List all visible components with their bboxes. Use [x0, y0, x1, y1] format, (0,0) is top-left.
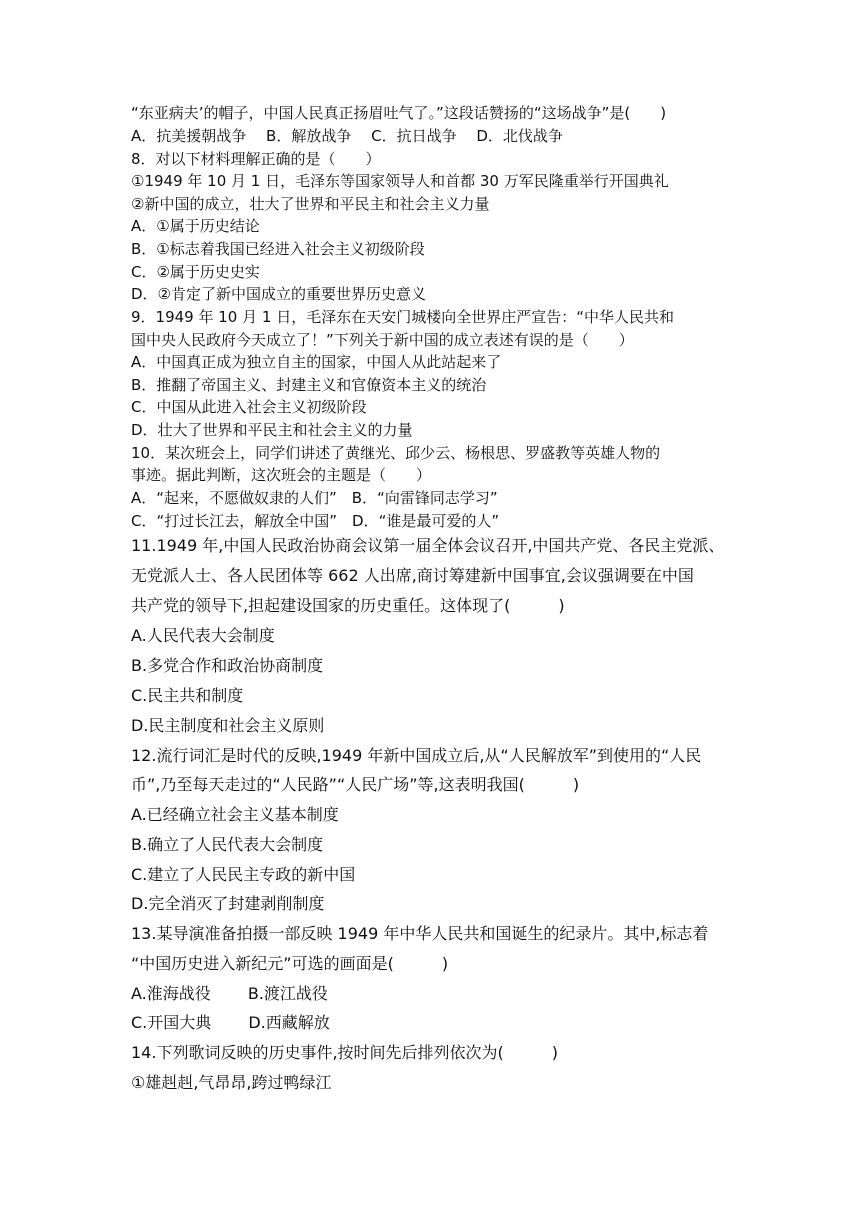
question-8-material-2: ②新中国的成立，壮大了世界和平民主和社会主义力量 — [131, 195, 490, 213]
question-12-stem-cont: 币”,乃至每天走过的“人民路”“人民广场”等,这表明我国( ) — [131, 775, 580, 794]
question-11-option-a: A.人民代表大会制度 — [131, 626, 275, 645]
question-13-stem: 13.某导演准备拍摄一部反映 1949 年中华人民共和国诞生的纪录片。其中,标志着 — [131, 924, 709, 943]
question-10-options-cd: C．“打过长江去，解放全中国” D．“谁是最可爱的人” — [131, 512, 500, 530]
question-8-option-a: A．①属于历史结论 — [131, 217, 260, 235]
question-14-lyric-1: ①雄赳赳,气昂昂,跨过鸭绿江 — [131, 1073, 332, 1092]
question-8-stem: 8．对以下材料理解正确的是（ ） — [131, 150, 381, 168]
question-7-stem-tail: “东亚病夫’的帽子，中国人民真正扬眉吐气了。”这段话赞扬的“这场战争”是( ) — [131, 104, 667, 122]
question-12-option-c: C.建立了人民民主专政的新中国 — [131, 865, 356, 884]
question-9-option-d: D．壮大了世界和平民主和社会主义的力量 — [131, 421, 413, 439]
question-8-option-b: B．①标志着我国已经进入社会主义初级阶段 — [131, 240, 425, 258]
question-11-stem: 11.1949 年,中国人民政治协商会议第一届全体会议召开,中国共产党、各民主党派、 — [131, 536, 725, 555]
question-8-material-1: ①1949 年 10 月 1 日，毛泽东等国家领导人和首都 30 万军民隆重举行开国典礼 — [131, 172, 669, 190]
question-9-option-b: B．推翻了帝国主义、封建主义和官僚资本主义的统治 — [131, 376, 487, 394]
question-12-option-a: A.已经确立社会主义基本制度 — [131, 805, 339, 824]
question-9-stem: 9．1949 年 10 月 1 日，毛泽东在天安门城楼向全世界庄严宣告：“中华人民共和 — [131, 308, 674, 326]
question-12-option-d: D.完全消灭了封建剥削制度 — [131, 894, 325, 913]
question-13-options-ab: A.淮海战役 B.渡江战役 — [131, 984, 328, 1003]
question-10-options-ab: A．“起来，不愿做奴隶的人们” B．“向雷锋同志学习” — [131, 489, 498, 507]
question-13-stem-cont: “中国历史进入新纪元”可选的画面是( ) — [131, 954, 449, 973]
question-8-option-c: C．②属于历史史实 — [131, 263, 260, 281]
question-11-stem-cont-1: 无党派人士、各人民团体等 662 人出席,商讨筹建新中国事宜,会议强调要在中国 — [131, 566, 694, 585]
question-9-stem-cont: 国中央人民政府今天成立了！”下列关于新中国的成立表述有误的是（ ） — [131, 331, 634, 349]
question-9-option-a: A．中国真正成为独立自主的国家，中国人从此站起来了 — [131, 353, 502, 371]
question-11-stem-cont-2: 共产党的领导下,担起建设国家的历史重任。这体现了( ) — [131, 596, 565, 615]
question-10-stem: 10．某次班会上，同学们讲述了黄继光、邱少云、杨根思、罗盛教等英雄人物的 — [131, 444, 661, 462]
question-11-option-d: D.民主制度和社会主义原则 — [131, 716, 325, 735]
question-13-options-cd: C.开国大典 D.西藏解放 — [131, 1013, 330, 1032]
question-9-option-c: C．中国从此进入社会主义初级阶段 — [131, 398, 367, 416]
question-11-option-b: B.多党合作和政治协商制度 — [131, 656, 324, 675]
question-7-options: A．抗美援朝战争 B．解放战争 C．抗日战争 D．北伐战争 — [131, 127, 563, 145]
question-8-option-d: D．②肯定了新中国成立的重要世界历史意义 — [131, 285, 426, 303]
question-11-option-c: C.民主共和制度 — [131, 686, 244, 705]
question-12-stem: 12.流行词汇是时代的反映,1949 年新中国成立后,从“人民解放军”到使用的“人民 — [131, 746, 702, 765]
question-14-stem: 14.下列歌词反映的历史事件,按时间先后排列依次为( ) — [131, 1043, 559, 1062]
question-10-stem-cont: 事迹。据此判断，这次班会的主题是（ ） — [131, 466, 432, 484]
question-12-option-b: B.确立了人民代表大会制度 — [131, 835, 324, 854]
